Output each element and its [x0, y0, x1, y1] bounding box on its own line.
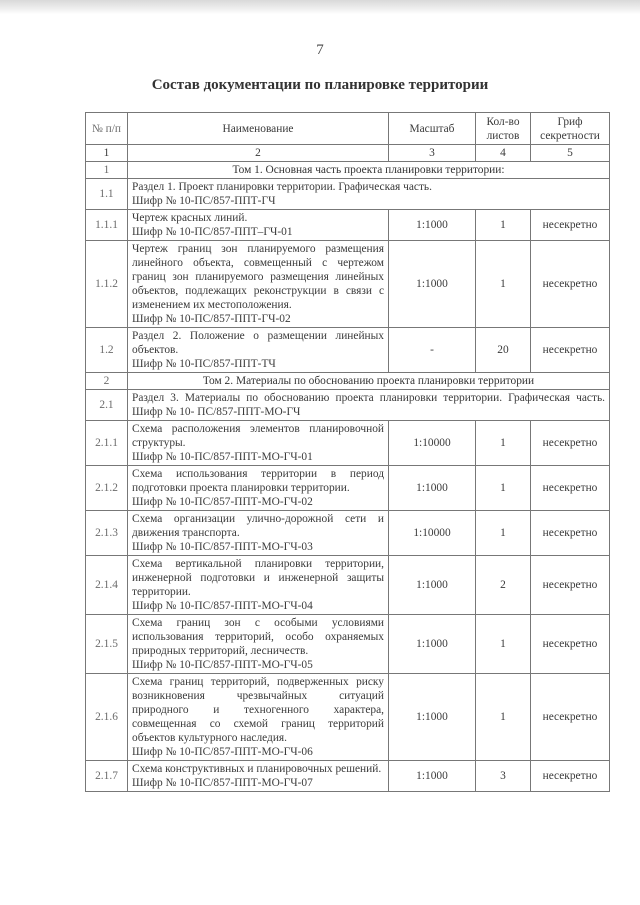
header-scale: Масштаб: [389, 113, 476, 145]
document-name: Схема границ зон с особыми условиями использования территорий, особо охраняемых природных территорий, лесничеств.: [132, 617, 384, 657]
section-code: Шифр № 10-ПС/857-ППТ-ГЧ: [132, 195, 276, 207]
secrecy-cell: несекретно: [531, 210, 610, 241]
secrecy-cell: несекретно: [531, 328, 610, 373]
sheets-cell: 1: [476, 466, 531, 511]
table-row: [86, 511, 610, 556]
section-title: Раздел 3. Материалы по обоснованию проекта планировки территории. Графическая часть. Шифр № 10- ПС/857-ППТ-МО-ГЧ: [128, 390, 610, 421]
secrecy-cell: несекретно: [531, 674, 610, 761]
row-number: 2.1: [86, 390, 128, 421]
document-name-cell: [128, 556, 389, 615]
document-code: Шифр № 10-ПС/857-ППТ-ТЧ: [132, 358, 276, 370]
scale-cell: 1:1000: [389, 674, 476, 761]
row-number: 2.1.4: [86, 556, 128, 615]
row-number: 2: [86, 373, 128, 390]
scale-cell: -: [389, 328, 476, 373]
document-code: Шифр № 10-ПС/857-ППТ–ГЧ-01: [132, 226, 293, 238]
sheets-cell: 1: [476, 511, 531, 556]
document-name-cell: [128, 210, 389, 241]
secrecy-cell: несекретно: [531, 615, 610, 674]
header-sheets: Кол-во листов: [476, 113, 531, 145]
document-name-cell: [128, 511, 389, 556]
document-code: Шифр № 10-ПС/857-ППТ-МО-ГЧ-05: [132, 659, 313, 671]
page-number: 7: [316, 42, 324, 58]
section-row: [86, 390, 610, 421]
document-name-cell: [128, 421, 389, 466]
documentation-table: [85, 112, 610, 792]
scale-cell: 1:10000: [389, 421, 476, 466]
secrecy-cell: несекретно: [531, 761, 610, 792]
sheets-cell: 3: [476, 761, 531, 792]
sheets-cell: 1: [476, 674, 531, 761]
section-title: [128, 179, 610, 210]
section-name: Раздел 1. Проект планировки территории. Графическая часть.: [132, 181, 432, 193]
scale-cell: 1:1000: [389, 210, 476, 241]
document-name-cell: [128, 761, 389, 792]
scale-cell: 1:10000: [389, 511, 476, 556]
document-code: Шифр № 10-ПС/857-ППТ-МО-ГЧ-07: [132, 777, 313, 789]
header-num: № п/п: [86, 113, 128, 145]
table-row: [86, 421, 610, 466]
table-row: [86, 615, 610, 674]
column-index: 5: [531, 145, 610, 162]
row-number: 2.1.6: [86, 674, 128, 761]
row-number: 2.1.2: [86, 466, 128, 511]
table-row: [86, 328, 610, 373]
document-name-cell: [128, 328, 389, 373]
document-name-cell: [128, 615, 389, 674]
scale-cell: 1:1000: [389, 615, 476, 674]
document-code: Шифр № 10-ПС/857-ППТ-МО-ГЧ-01: [132, 451, 313, 463]
table-row: [86, 241, 610, 328]
table-row: [86, 210, 610, 241]
secrecy-cell: несекретно: [531, 556, 610, 615]
secrecy-cell: несекретно: [531, 466, 610, 511]
document-name: Схема использования территории в период подготовки проекта планировки территории.: [132, 468, 384, 494]
column-index: 4: [476, 145, 531, 162]
row-number: 1.1.2: [86, 241, 128, 328]
column-index: 3: [389, 145, 476, 162]
document-name-cell: [128, 674, 389, 761]
column-index: 1: [86, 145, 128, 162]
scale-cell: 1:1000: [389, 761, 476, 792]
document-name-cell: [128, 241, 389, 328]
document-name: Схема вертикальной планировки территории, инженерной подготовки и инженерной защиты территории.: [132, 558, 384, 598]
document-name: Чертеж границ зон планируемого размещения линейного объекта, совмещенный с чертежом границ зон планируемого размещения линейных объектов, подлежащих реконструкции в связи с изменением их местоположения.: [132, 243, 384, 311]
scan-edge: [0, 0, 640, 14]
column-index-row: [86, 145, 610, 162]
row-number: 1.2: [86, 328, 128, 373]
row-number: 2.1.7: [86, 761, 128, 792]
scale-cell: 1:1000: [389, 466, 476, 511]
sheets-cell: 1: [476, 615, 531, 674]
volume-title: Том 2. Материалы по обоснованию проекта планировки территории: [128, 373, 610, 390]
document-name: Чертеж красных линий.: [132, 212, 248, 224]
document-name: Схема расположения элементов планировочной структуры.: [132, 423, 384, 449]
document-code: Шифр № 10-ПС/857-ППТ-ГЧ-02: [132, 313, 291, 325]
document-code: Шифр № 10-ПС/857-ППТ-МО-ГЧ-04: [132, 600, 313, 612]
table-row: [86, 556, 610, 615]
column-index: 2: [128, 145, 389, 162]
document-name-cell: [128, 466, 389, 511]
table-row: [86, 761, 610, 792]
row-number: 1: [86, 162, 128, 179]
section-row: [86, 179, 610, 210]
document-name: Схема конструктивных и планировочных решений.: [132, 763, 382, 775]
volume-row: [86, 162, 610, 179]
document-code: Шифр № 10-ПС/857-ППТ-МО-ГЧ-06: [132, 746, 313, 758]
document-code: Шифр № 10-ПС/857-ППТ-МО-ГЧ-03: [132, 541, 313, 553]
header-name: Наименование: [128, 113, 389, 145]
secrecy-cell: несекретно: [531, 511, 610, 556]
document-name: Раздел 2. Положение о размещении линейных объектов.: [132, 330, 384, 356]
sheets-cell: 20: [476, 328, 531, 373]
sheets-cell: 1: [476, 241, 531, 328]
secrecy-cell: несекретно: [531, 241, 610, 328]
document-name: Схема границ территорий, подверженных риску возникновения чрезвычайных ситуаций природного и техногенного характера, совмещенная со схемой границ территорий объектов культурного наследия.: [132, 676, 384, 744]
row-number: 1.1.1: [86, 210, 128, 241]
table-row: [86, 674, 610, 761]
sheets-cell: 1: [476, 210, 531, 241]
table-row: [86, 466, 610, 511]
row-number: 2.1.3: [86, 511, 128, 556]
header-secrecy: Гриф секретности: [531, 113, 610, 145]
document-code: Шифр № 10-ПС/857-ППТ-МО-ГЧ-02: [132, 496, 313, 508]
sheets-cell: 1: [476, 421, 531, 466]
scale-cell: 1:1000: [389, 241, 476, 328]
row-number: 2.1.5: [86, 615, 128, 674]
row-number: 1.1: [86, 179, 128, 210]
volume-row: [86, 373, 610, 390]
document-title: Состав документации по планировке территории: [151, 77, 489, 93]
table-header-row: [86, 113, 610, 145]
secrecy-cell: несекретно: [531, 421, 610, 466]
document-name: Схема организации улично-дорожной сети и движения транспорта.: [132, 513, 384, 539]
row-number: 2.1.1: [86, 421, 128, 466]
volume-title: Том 1. Основная часть проекта планировки территории:: [128, 162, 610, 179]
sheets-cell: 2: [476, 556, 531, 615]
scale-cell: 1:1000: [389, 556, 476, 615]
